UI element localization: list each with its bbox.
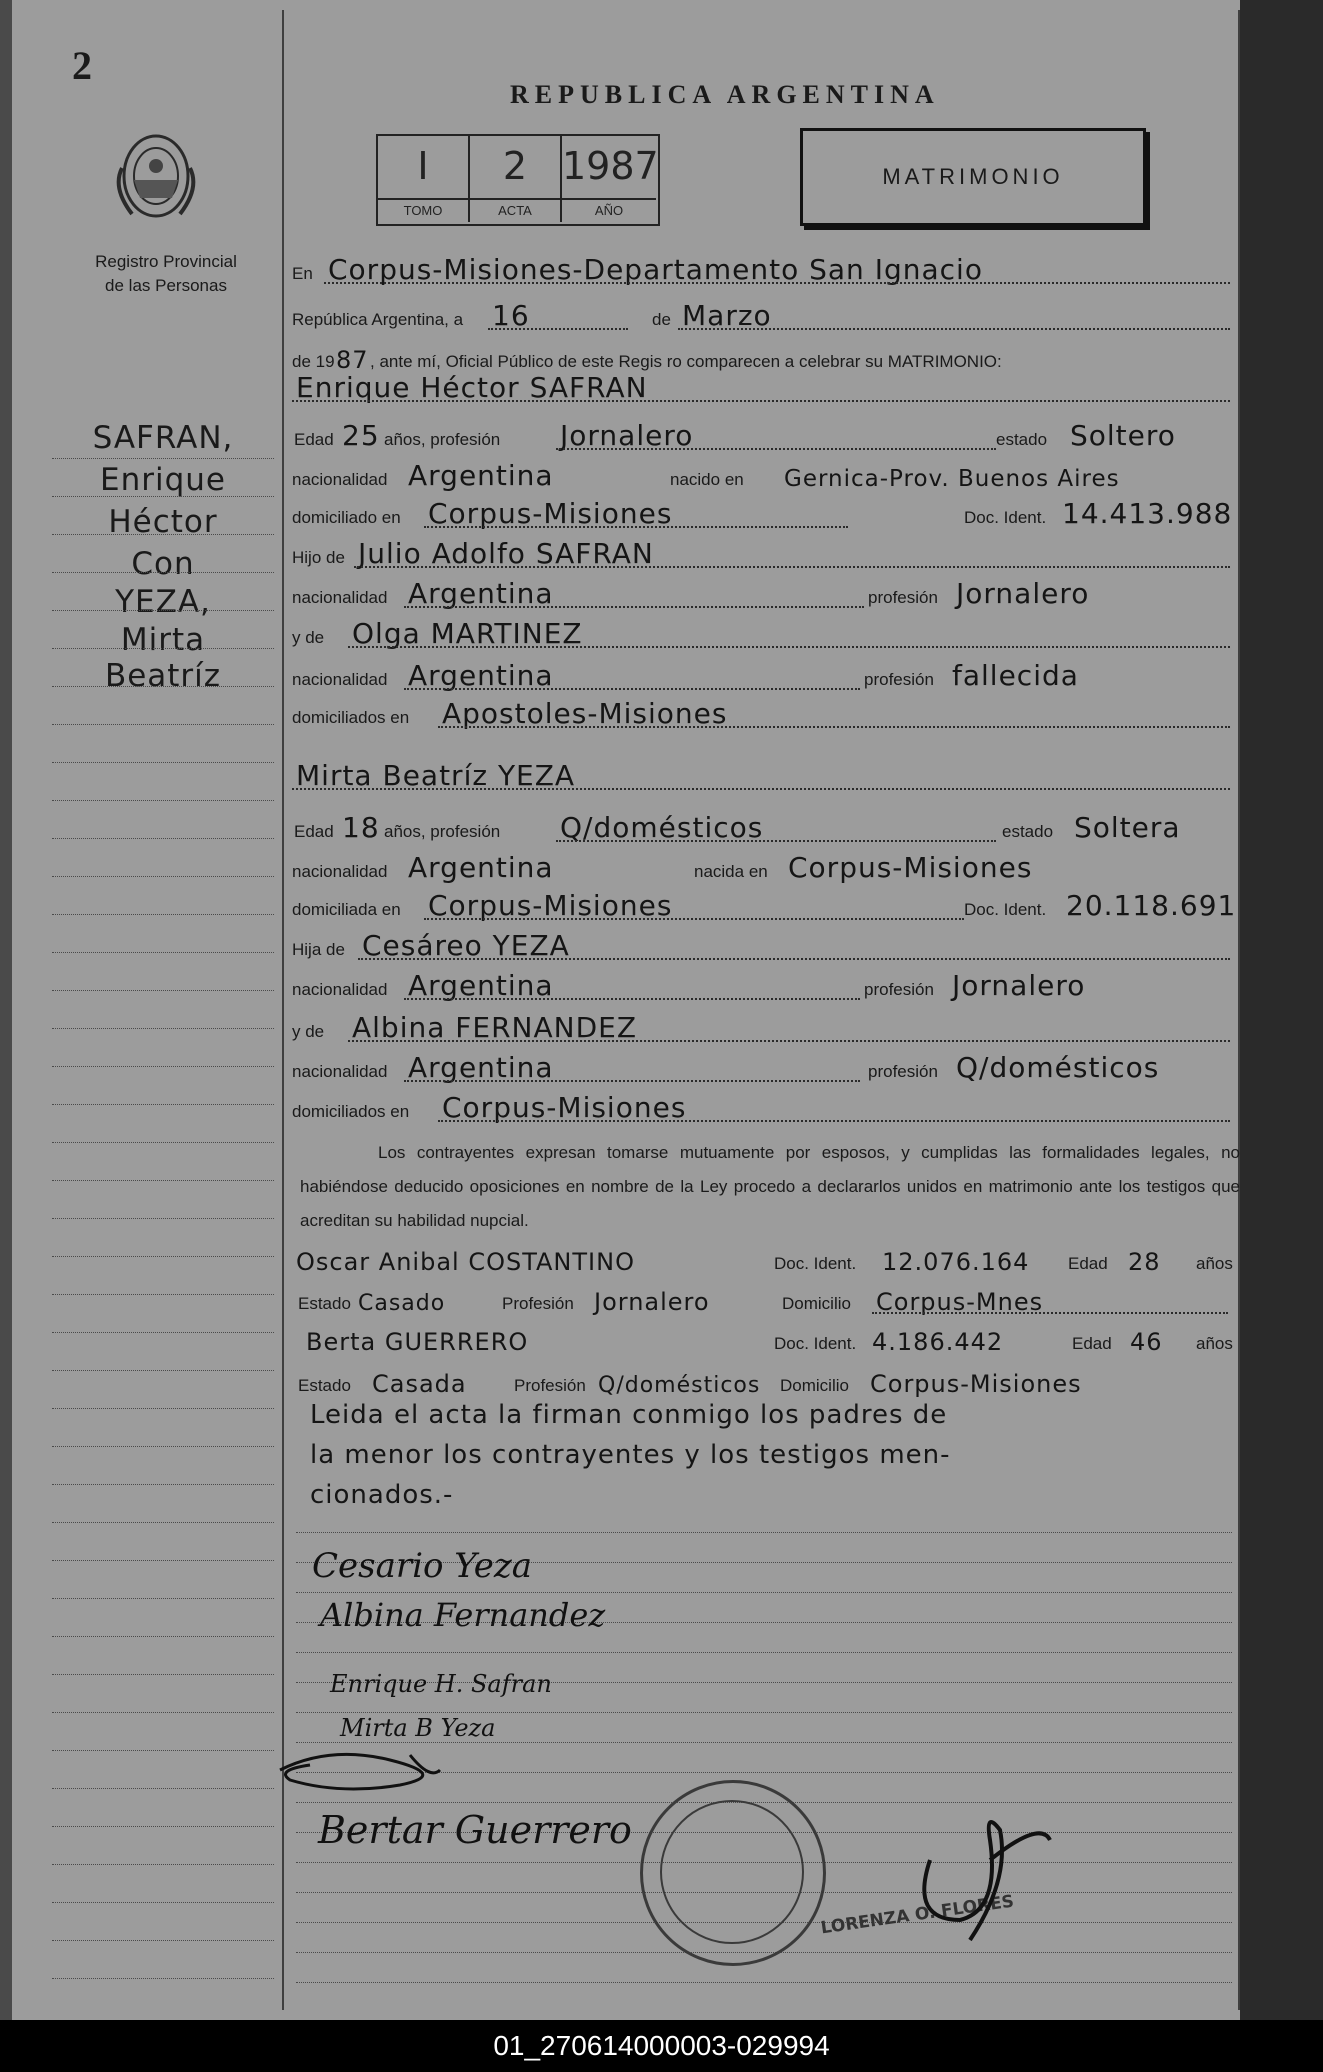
ruled-line	[296, 1592, 1232, 1593]
ruled-line	[52, 1218, 274, 1219]
year-value: 87	[336, 346, 369, 374]
ruled-line	[52, 1028, 274, 1029]
flourish-signature-icon	[270, 1740, 470, 1800]
ruled-line	[52, 1332, 274, 1333]
bride-mother-row: y de Albina FERNANDEZ	[292, 1008, 1240, 1048]
closing-line: la menor los contrayentes y los testigos men-	[310, 1440, 951, 1470]
official-stamp: LORENZA O. FLORES	[819, 1891, 1016, 1939]
registry-box	[376, 134, 660, 226]
signature: Albina Fernandez	[320, 1596, 606, 1634]
ruled-line	[52, 1484, 274, 1485]
ruled-line	[52, 1826, 274, 1827]
acta-cell: 2 ACTA	[470, 136, 562, 222]
ruled-line	[52, 952, 274, 953]
ruled-line	[52, 1370, 274, 1371]
signature: Bertar Guerrero	[318, 1808, 632, 1852]
margin-name-line: Con	[131, 546, 195, 582]
ruled-line	[296, 1652, 1232, 1653]
bride-father-nat-row: nacionalidad Argentina profesión Jornalero	[292, 969, 1086, 1002]
tomo-cell: I TOMO	[378, 136, 470, 222]
groom-name-row	[292, 368, 1240, 408]
page-number: 2	[72, 43, 92, 88]
ruled-line	[296, 1712, 1232, 1713]
ruled-line	[52, 648, 274, 649]
ruled-line	[52, 1560, 274, 1561]
date-row: República Argentina, a 16 de Marzo	[292, 296, 1240, 336]
witness1-row: Oscar Anibal COSTANTINO Doc. Ident. 12.076.164 Edad 28 años	[296, 1248, 1233, 1276]
bride-name: Mirta Beatríz YEZA	[296, 759, 576, 792]
bride-name-row	[292, 756, 1240, 796]
year-row: de 19 87 , ante mí, Oficial Público de este Regis ro comparecen a celebrar su MATRIMONIO:	[292, 346, 1002, 374]
ruled-line	[52, 1750, 274, 1751]
agency-name: Registro Provincial de las Personas	[95, 252, 237, 295]
ruled-line	[52, 724, 274, 725]
ruled-line	[52, 1902, 274, 1903]
witness2-detail-row: Estado Casada Profesión Q/domésticos Domicilio Corpus-Misiones	[298, 1370, 1082, 1398]
bride-mother-nat-row: nacionalidad Argentina profesión Q/domésticos	[292, 1051, 1160, 1084]
signature: Mirta B Yeza	[340, 1714, 496, 1742]
month-value: Marzo	[682, 299, 772, 332]
ruled-line	[52, 990, 274, 991]
ruled-line	[52, 1104, 274, 1105]
ruled-line	[52, 1598, 274, 1599]
margin-name-line: YEZA,	[115, 584, 211, 620]
closing-line: Leida el acta la firman conmigo los padres de	[310, 1400, 948, 1430]
ruled-line	[52, 496, 274, 497]
closing-line: cionados.-	[310, 1480, 454, 1510]
signature: Enrique H. Safran	[330, 1670, 552, 1698]
bride-nationality-row: nacionalidad Argentina nacida en Corpus-Misiones	[292, 851, 1033, 884]
ruled-line	[52, 876, 274, 877]
groom-father-nat-row: nacionalidad Argentina profesión Jornalero	[292, 577, 1090, 610]
ruled-line	[52, 686, 274, 687]
country-header: REPUBLICA ARGENTINA	[510, 80, 940, 109]
ruled-line	[52, 1256, 274, 1257]
ruled-line	[52, 1446, 274, 1447]
ruled-line	[52, 1636, 274, 1637]
ruled-line	[52, 610, 274, 611]
ruled-line	[52, 1180, 274, 1181]
ruled-line	[52, 1712, 274, 1713]
margin-name-line: Enrique	[100, 462, 226, 498]
margin-name-line: Héctor	[108, 504, 218, 540]
signature: Cesario Yeza	[312, 1546, 533, 1586]
ruled-line	[52, 1294, 274, 1295]
bride-domicile-row: domiciliada en Corpus-Misiones Doc. Ident. 20.118.691	[292, 889, 1237, 922]
ruled-line	[52, 1864, 274, 1865]
ruled-line	[52, 534, 274, 535]
ruled-line	[52, 572, 274, 573]
place-value: Corpus-Misiones-Departamento San Ignacio	[328, 253, 983, 286]
margin-name-line: SAFRAN,	[92, 420, 234, 456]
ruled-line	[296, 1532, 1232, 1533]
ruled-line	[52, 1978, 274, 1979]
ruled-line	[52, 914, 274, 915]
officer-signature-icon	[900, 1800, 1060, 1950]
ruled-line	[52, 1142, 274, 1143]
ruled-line	[52, 1408, 274, 1409]
ruled-line	[52, 1522, 274, 1523]
bride-parents-dom-row: domiciliados en Corpus-Misiones	[292, 1088, 1240, 1128]
witness1-detail-row: Estado Casado Profesión Jornalero Domicilio Corpus-Mnes	[292, 1280, 1240, 1320]
ruled-line	[52, 1788, 274, 1789]
place-row: En Corpus-Misiones-Departamento San Ignacio	[292, 250, 1240, 290]
groom-father-row: Hijo de Julio Adolfo SAFRAN	[292, 534, 1240, 574]
groom-parents-dom-row: domiciliados en Apostoles-Misiones	[292, 694, 1240, 734]
groom-mother-nat-row: nacionalidad Argentina profesión fallecida	[292, 659, 1079, 692]
declaration-text: Los contrayentes expresan tomarse mutuamente por esposos, y cumplidas las formalidades legales, no habiéndose deducido oposiciones en nombre de la Ley procedo a declararlos unidos en matrimonio ante los testigos que acreditan su habilidad nupcial.	[300, 1143, 1240, 1230]
ruled-line	[52, 838, 274, 839]
groom-name: Enrique Héctor SAFRAN	[296, 371, 648, 404]
bride-age-row: Edad 18 años, profesión Q/domésticos estado Soltera	[294, 811, 1181, 844]
groom-nationality-row: nacionalidad Argentina nacido en Gernica-Prov. Buenos Aires	[292, 459, 1120, 492]
margin-name-line: Mirta	[120, 622, 206, 658]
ruled-line	[52, 762, 274, 763]
anio-cell: 1987 AÑO	[562, 136, 656, 222]
groom-mother-row: y de Olga MARTINEZ	[292, 614, 1240, 654]
ruled-line	[52, 458, 274, 459]
ruled-line	[52, 800, 274, 801]
document-id: 01_270614000003-029994	[0, 2020, 1323, 2072]
witness2-row: Berta GUERRERO Doc. Ident. 4.186.442 Edad 46 años	[306, 1328, 1233, 1356]
provincial-seal-icon	[112, 128, 200, 228]
ruled-line	[296, 1982, 1232, 1983]
bride-father-row: Hija de Cesáreo YEZA	[292, 926, 1240, 966]
ruled-line	[52, 1940, 274, 1941]
day-value: 16	[492, 299, 530, 332]
groom-domicile-row: domiciliado en Corpus-Misiones Doc. Ident. 14.413.988	[292, 497, 1233, 530]
ruled-line	[52, 1674, 274, 1675]
groom-age-row: Edad 25 años, profesión Jornalero estado Soltero	[294, 419, 1176, 452]
margin-divider	[282, 10, 284, 2010]
ruled-line	[52, 1066, 274, 1067]
margin-name-line: Beatríz	[104, 658, 222, 694]
document-type: MATRIMONIO	[800, 128, 1146, 226]
